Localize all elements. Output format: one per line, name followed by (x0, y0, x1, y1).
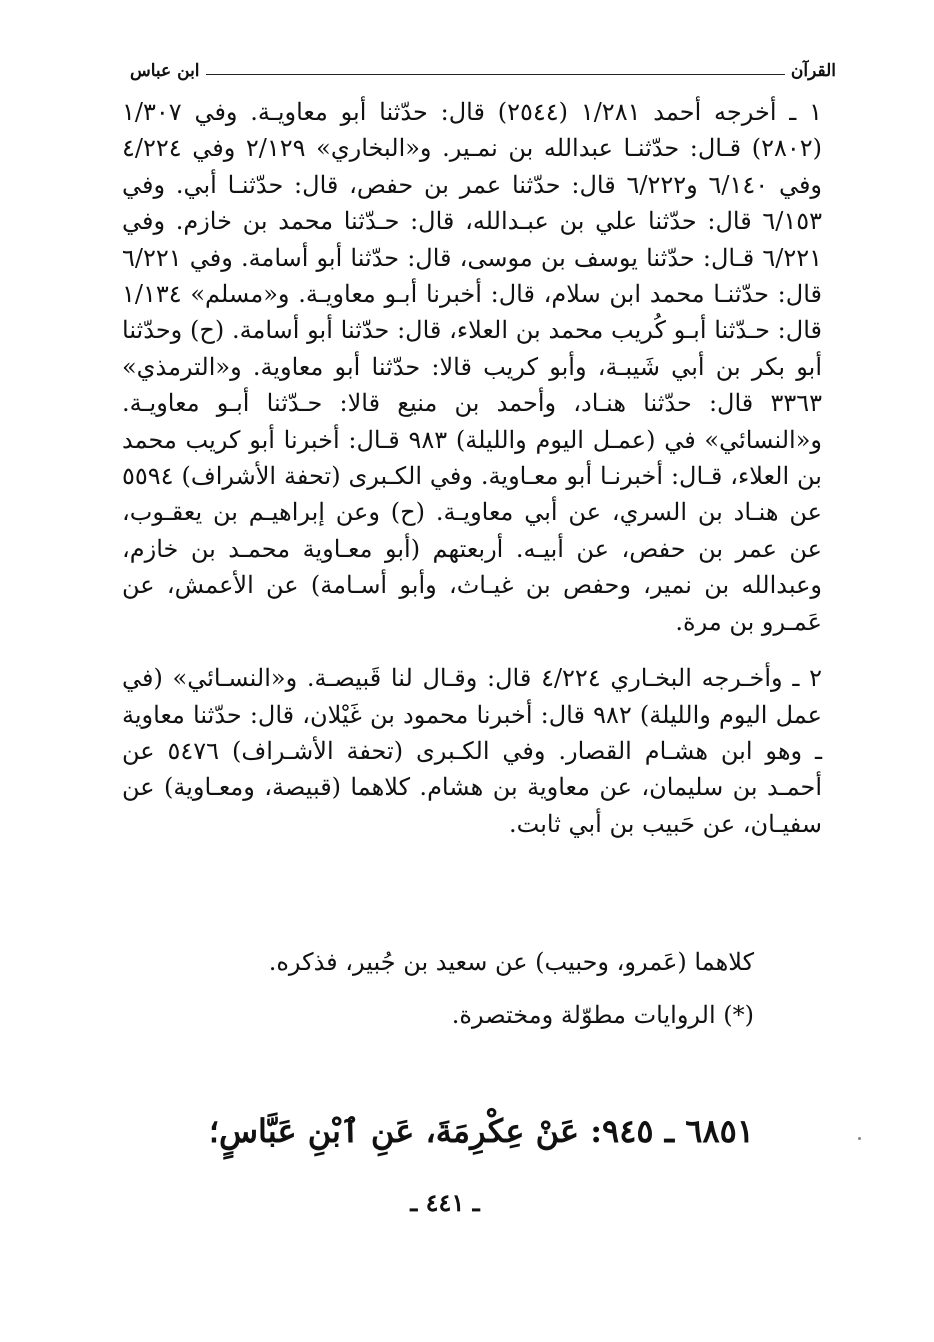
footnote-2: ٢ ـ وأخـرجه البخـاري ٤/٢٢٤ قال: وقـال لنا قَبيصـة. و«النسـائي» (في عمل اليوم والليلة) ٩٨٢ قال: أخبرنا محمود بن غَيْلان، قال: حدّثنا معاوية ـ وهو ابن هشـام القصار. وفي الكـبرى (تحفة الأشـراف) ٥٤٧٦ عن أحمـد بن سليمان، عن معاوية بن هشام. كلاهما (قبيصة، ومعـاوية) عن سفيـان، عن حَبيب بن أبي ثابت. (122, 664, 823, 838)
footnote-1: ١ ـ أخرجه أحمد ١/٢٨١ (٢٥٤٤) قال: حدّثنا أبو معاويـة. وفي ١/٣٠٧ (٢٨٠٢) قـال: حدّثنـا عبدالله بن نمـير. و«البخاري» ٢/١٢٩ وفي ٤/٢٢٤ وفي ٦/١٤٠ و٦/٢٢٢ قال: حدّثنا عمر بن حفص، قال: حدّثنـا أبي. وفي ٦/١٥٣ قال: حدّثنا علي بن عبـدالله، قال: حـدّثنا محمد بن خازم. وفي ٦/٢٢١ قـال: حدّثنا يوسف بن موسى، قال: حدّثنا أبو أسامة. وفي ٦/٢٢١ قال: حدّثنـا محمد ابن سلام، قال: أخبرنا أبـو معاويـة. و«مسلم» ١/١٣٤ قال: حـدّثنا أبـو كُريب محمد بن العلاء، قال: حدّثنا أبو أسامة. (ح) وحدّثنا أبو بكر بن أبي شَيبـة، وأبو كريب قالا: حدّثنا أبو معاوية. و«الترمذي» ٣٣٦٣ قال: حدّثنا هنـاد، وأحمد بن منيع قالا: حـدّثنا أبـو معاويـة. و«النسائي» في (عمـل اليوم والليلة) ٩٨٣ قـال: أخبرنا أبو كريب محمد بن العلاء، قـال: أخبرنـا أبو معـاوية. وفي الكـبرى (تحفة الأشراف) ٥٥٩٤ عن هنـاد بن السري، عن أبي معاويـة. (ح) وعن إبراهيـم بن يعقـوب، عن عمر بن حفص، عن أبيـه. أربعتهم (أبو معـاوية محمـد بن خازم، وعبدالله بن نمير، وحفص بن غيـاث، وأبو أسـامة) عن الأعمش، عن عَمـرو بن مرة. (122, 98, 823, 636)
scan-speck (858, 1137, 861, 1140)
running-title: ابن عباس (130, 61, 200, 81)
page-number: ـ ٤٤١ ـ (410, 1188, 480, 1217)
section-title: القرآن (790, 61, 836, 81)
header-rule (206, 74, 785, 75)
running-header (130, 58, 836, 84)
summary-line-chain: كلاهما (عَمرو، وحبيب) عن سعيد بن جُبير، فذكره. (268, 948, 754, 976)
hadith-heading: ٦٨٥١ ـ ٩٤٥: عَنْ عِكْرِمَةَ، عَنِ ٱبْنِ عَبَّاسٍ؛ (208, 1112, 754, 1150)
footnotes-block (122, 94, 822, 842)
summary-line-note: (*) الروايات مطوّلة ومختصرة. (451, 1001, 754, 1029)
summary-block (122, 936, 754, 1042)
